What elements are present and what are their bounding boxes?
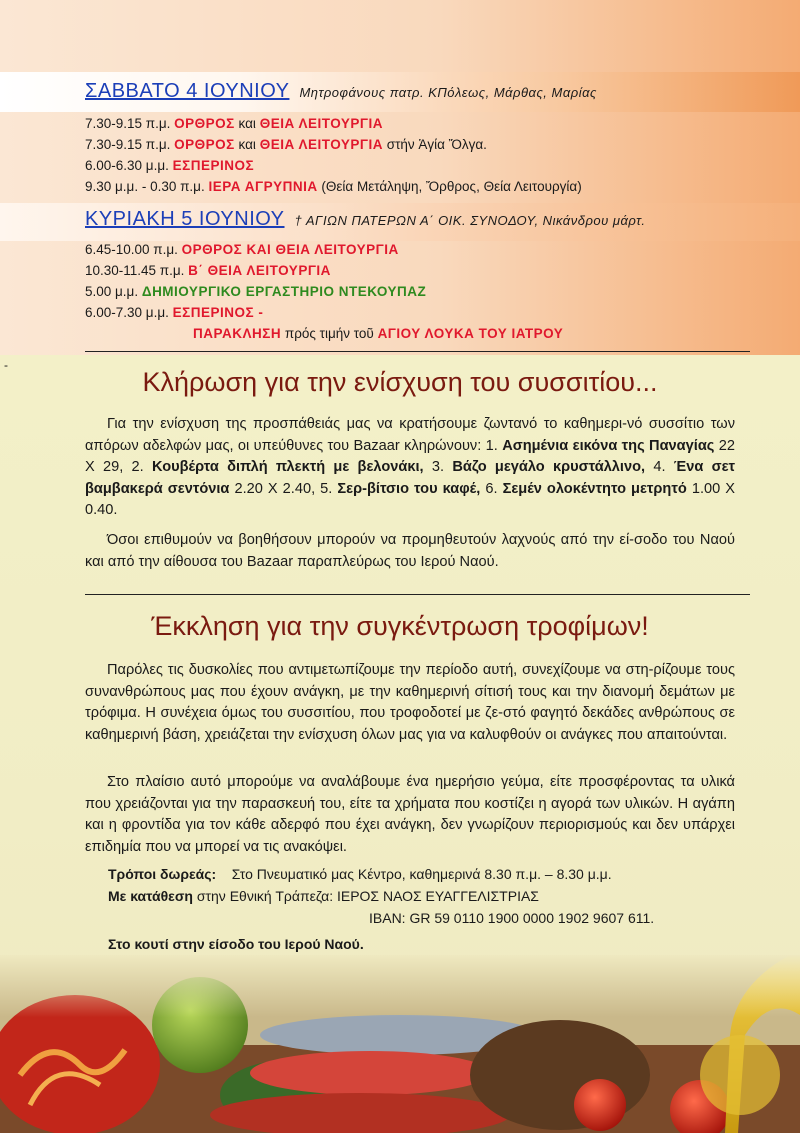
saturday-heading [85, 80, 597, 103]
service-details: (Θεία Μετάληψη, Ὄρθρος, Θεία Λειτουργία) [321, 179, 582, 194]
service-name: ΙΕΡΑ ΑΓΡΥΠΝΙΑ [208, 179, 318, 194]
bank-deposit-text: στην Εθνική Τράπεζα: ΙΕΡΟΣ ΝΑΟΣ ΕΥΑΓΓΕΛΙΣΤΡΙΑΣ [196, 888, 539, 904]
text: 1.00 Χ 0.40. [85, 480, 736, 519]
text: 2.20 Χ 2.40, 5. [229, 480, 338, 497]
donation-box: Στο κουτί στην είσοδο του Ιερού Ναού. [108, 936, 364, 952]
sunday-day: ΚΥΡΙΑΚΗ 5 ΙΟΥΝΙΟΥ [85, 208, 285, 230]
appeal-paragraph-2: Στο πλαίσιο αυτό μπορούμε να αναλάβουμε ένα ημερήσιο γεύμα, είτε προσφέροντας τα υλικά που χρειάζονται για την παρασκευή του, είτε τα χρήματα που κοστίζει η αγορά των υλικών. Η αγάπη και η φροντίδα για τον κάθε αδερφό που έχει ανάγκη, δεν γνωρίζουν περιορισμούς και δεν υπάρχει επιδημία που να μπορεί να τις ανακόψει. [85, 774, 735, 855]
saturday-saints: Μητροφάνους πατρ. ΚΠόλεως, Μάρθας, Μαρίας [299, 85, 597, 100]
raffle-paragraph [85, 414, 735, 522]
donation-ways [108, 866, 612, 882]
text: Για την ενίσχυση της προσπάθειάς μας να κρατήσουμε ζωντανό το καθημερι-νό συσσίτιο των απόρων αδελφών μας, οι υπεύθυνες του Bazaar κληρώνουν: 1. [85, 416, 735, 454]
service-name: ΟΡΘΡΟΣ [174, 116, 235, 131]
service-name: ΕΣΠΕΡΙΝΟΣ [172, 158, 255, 173]
sunday-item-2 [85, 263, 331, 278]
dedication-text: πρός τιμήν τοῦ [284, 326, 374, 341]
service-name: ΕΣΠΕΡΙΝΟΣ - [172, 305, 264, 320]
divider [85, 594, 750, 595]
item-time: 5.00 μ.μ. [85, 284, 139, 299]
service-location: στήν Ἁγία Ὄλγα. [386, 137, 487, 152]
text: 6. [480, 480, 503, 497]
sunday-item-3 [85, 284, 426, 299]
item-time: 6.45-10.00 π.μ. [85, 242, 178, 257]
prize-4: Ένα σετ βαμβακερά σεντόνια [85, 459, 736, 497]
sunday-heading [85, 208, 646, 231]
prize-6: Σεμέν ολοκέντητο μετρητό [502, 480, 687, 497]
conjunction: και [238, 137, 256, 152]
item-time: 7.30-9.15 π.μ. [85, 137, 171, 152]
conjunction: και [238, 116, 256, 131]
prize-2: Κουβέρτα διπλή πλεκτή με βελονάκι, [152, 459, 424, 476]
saturday-day: ΣΑΒΒΑΤΟ 4 ΙΟΥΝΙΟΥ [85, 80, 290, 102]
sunday-saints: † ΑΓΙΩΝ ΠΑΤΕΡΩΝ Α΄ ΟΙΚ. ΣΥΝΟΔΟΥ, Νικάνδρου μάρτ. [294, 213, 646, 228]
item-time: 10.30-11.45 π.μ. [85, 263, 185, 278]
item-time: 7.30-9.15 π.μ. [85, 116, 171, 131]
service-name: ΟΡΘΡΟΣ [174, 137, 235, 152]
divider [85, 351, 750, 352]
food-photo [0, 955, 800, 1133]
saint-name: ΑΓΙΟΥ ΛΟΥΚΑ ΤΟΥ ΙΑΤΡΟΥ [377, 326, 564, 341]
donation-ways-text: Στο Πνευματικό μας Κέντρο, καθημερινά 8.30 π.μ. – 8.30 μ.μ. [231, 866, 612, 882]
donation-ways-label: Τρόποι δωρεάς: [108, 866, 217, 882]
appeal-title: Έκκληση για την συγκέντρωση τροφίμων! [151, 611, 649, 641]
raffle-title: Κλήρωση για την ενίσχυση του συσσιτίου... [142, 367, 658, 397]
bank-deposit [108, 888, 539, 904]
sunday-item-1 [85, 242, 399, 257]
prize-5: Σερ-βίτσιο του καφέ, [337, 480, 481, 497]
appeal-paragraph-1: Παρόλες τις δυσκολίες που αντιμετωπίζουμε την περίοδο αυτή, συνεχίζουμε να στη-ρίζουμε τους συνανθρώπους μας που έχουν ανάγκη, με την καθημερινή σίτισή τους και την διανομή δεμάτων με τρόφιμα. Η συνέχεια όμως του συσσιτίου, που τροφοδοτεί με ζε-στό φαγητό δεκάδες ανθρώπους σε καθημερινή βάση, χρειάζεται την ενίσχυση όλων μας για να καλυφθούν οι ανάγκες που απαιτούνται. [85, 662, 735, 743]
iban: IBAN: GR 59 0110 1900 0000 1902 9607 611. [369, 910, 655, 926]
prize-1: Ασημένια εικόνα της Παναγίας [502, 437, 715, 454]
workshop-name: ΔΗΜΙΟΥΡΓΙΚΟ ΕΡΓΑΣΤΗΡΙΟ ΝΤΕΚΟΥΠΑΖ [141, 284, 427, 299]
item-time: 6.00-7.30 μ.μ. [85, 305, 169, 320]
margin-mark: - [4, 358, 8, 372]
service-name: ΠΑΡΑΚΛΗΣΗ [193, 326, 282, 341]
item-time: 9.30 μ.μ. - 0.30 π.μ. [85, 179, 205, 194]
prize-3: Βάζο μεγάλο κρυστάλλινο, [452, 459, 646, 476]
saturday-item-3 [85, 158, 254, 173]
service-name: ΘΕΙΑ ΛΕΙΤΟΥΡΓΙΑ [259, 116, 383, 131]
service-name: Β΄ ΘΕΙΑ ΛΕΙΤΟΥΡΓΙΑ [188, 263, 331, 278]
photo-fade [0, 955, 800, 1133]
bank-deposit-label: Με κατάθεση [108, 888, 193, 904]
food-illustration [0, 955, 800, 1133]
text: 4. [645, 459, 674, 476]
service-name: ΘΕΙΑ ΛΕΙΤΟΥΡΓΙΑ [259, 137, 383, 152]
saturday-item-1 [85, 116, 383, 131]
raffle-tickets-paragraph: Όσοι επιθυμούν να βοηθήσουν μπορούν να προμηθευτούν λαχνούς από την εί-σοδο του Ναού και από την αίθουσα του Bazaar παραπλεύρως του Ιερού Ναού. [85, 532, 735, 570]
sunday-item-4 [85, 305, 263, 320]
sunday-item-4-continued [193, 326, 563, 341]
item-time: 6.00-6.30 μ.μ. [85, 158, 169, 173]
text: 3. [423, 459, 453, 476]
text: 22 Χ 29, 2. [85, 437, 735, 476]
saturday-item-4 [85, 179, 582, 194]
schedule-background [0, 0, 800, 355]
saturday-item-2 [85, 137, 487, 152]
service-name: ΟΡΘΡΟΣ ΚΑΙ ΘΕΙΑ ΛΕΙΤΟΥΡΓΙΑ [181, 242, 399, 257]
